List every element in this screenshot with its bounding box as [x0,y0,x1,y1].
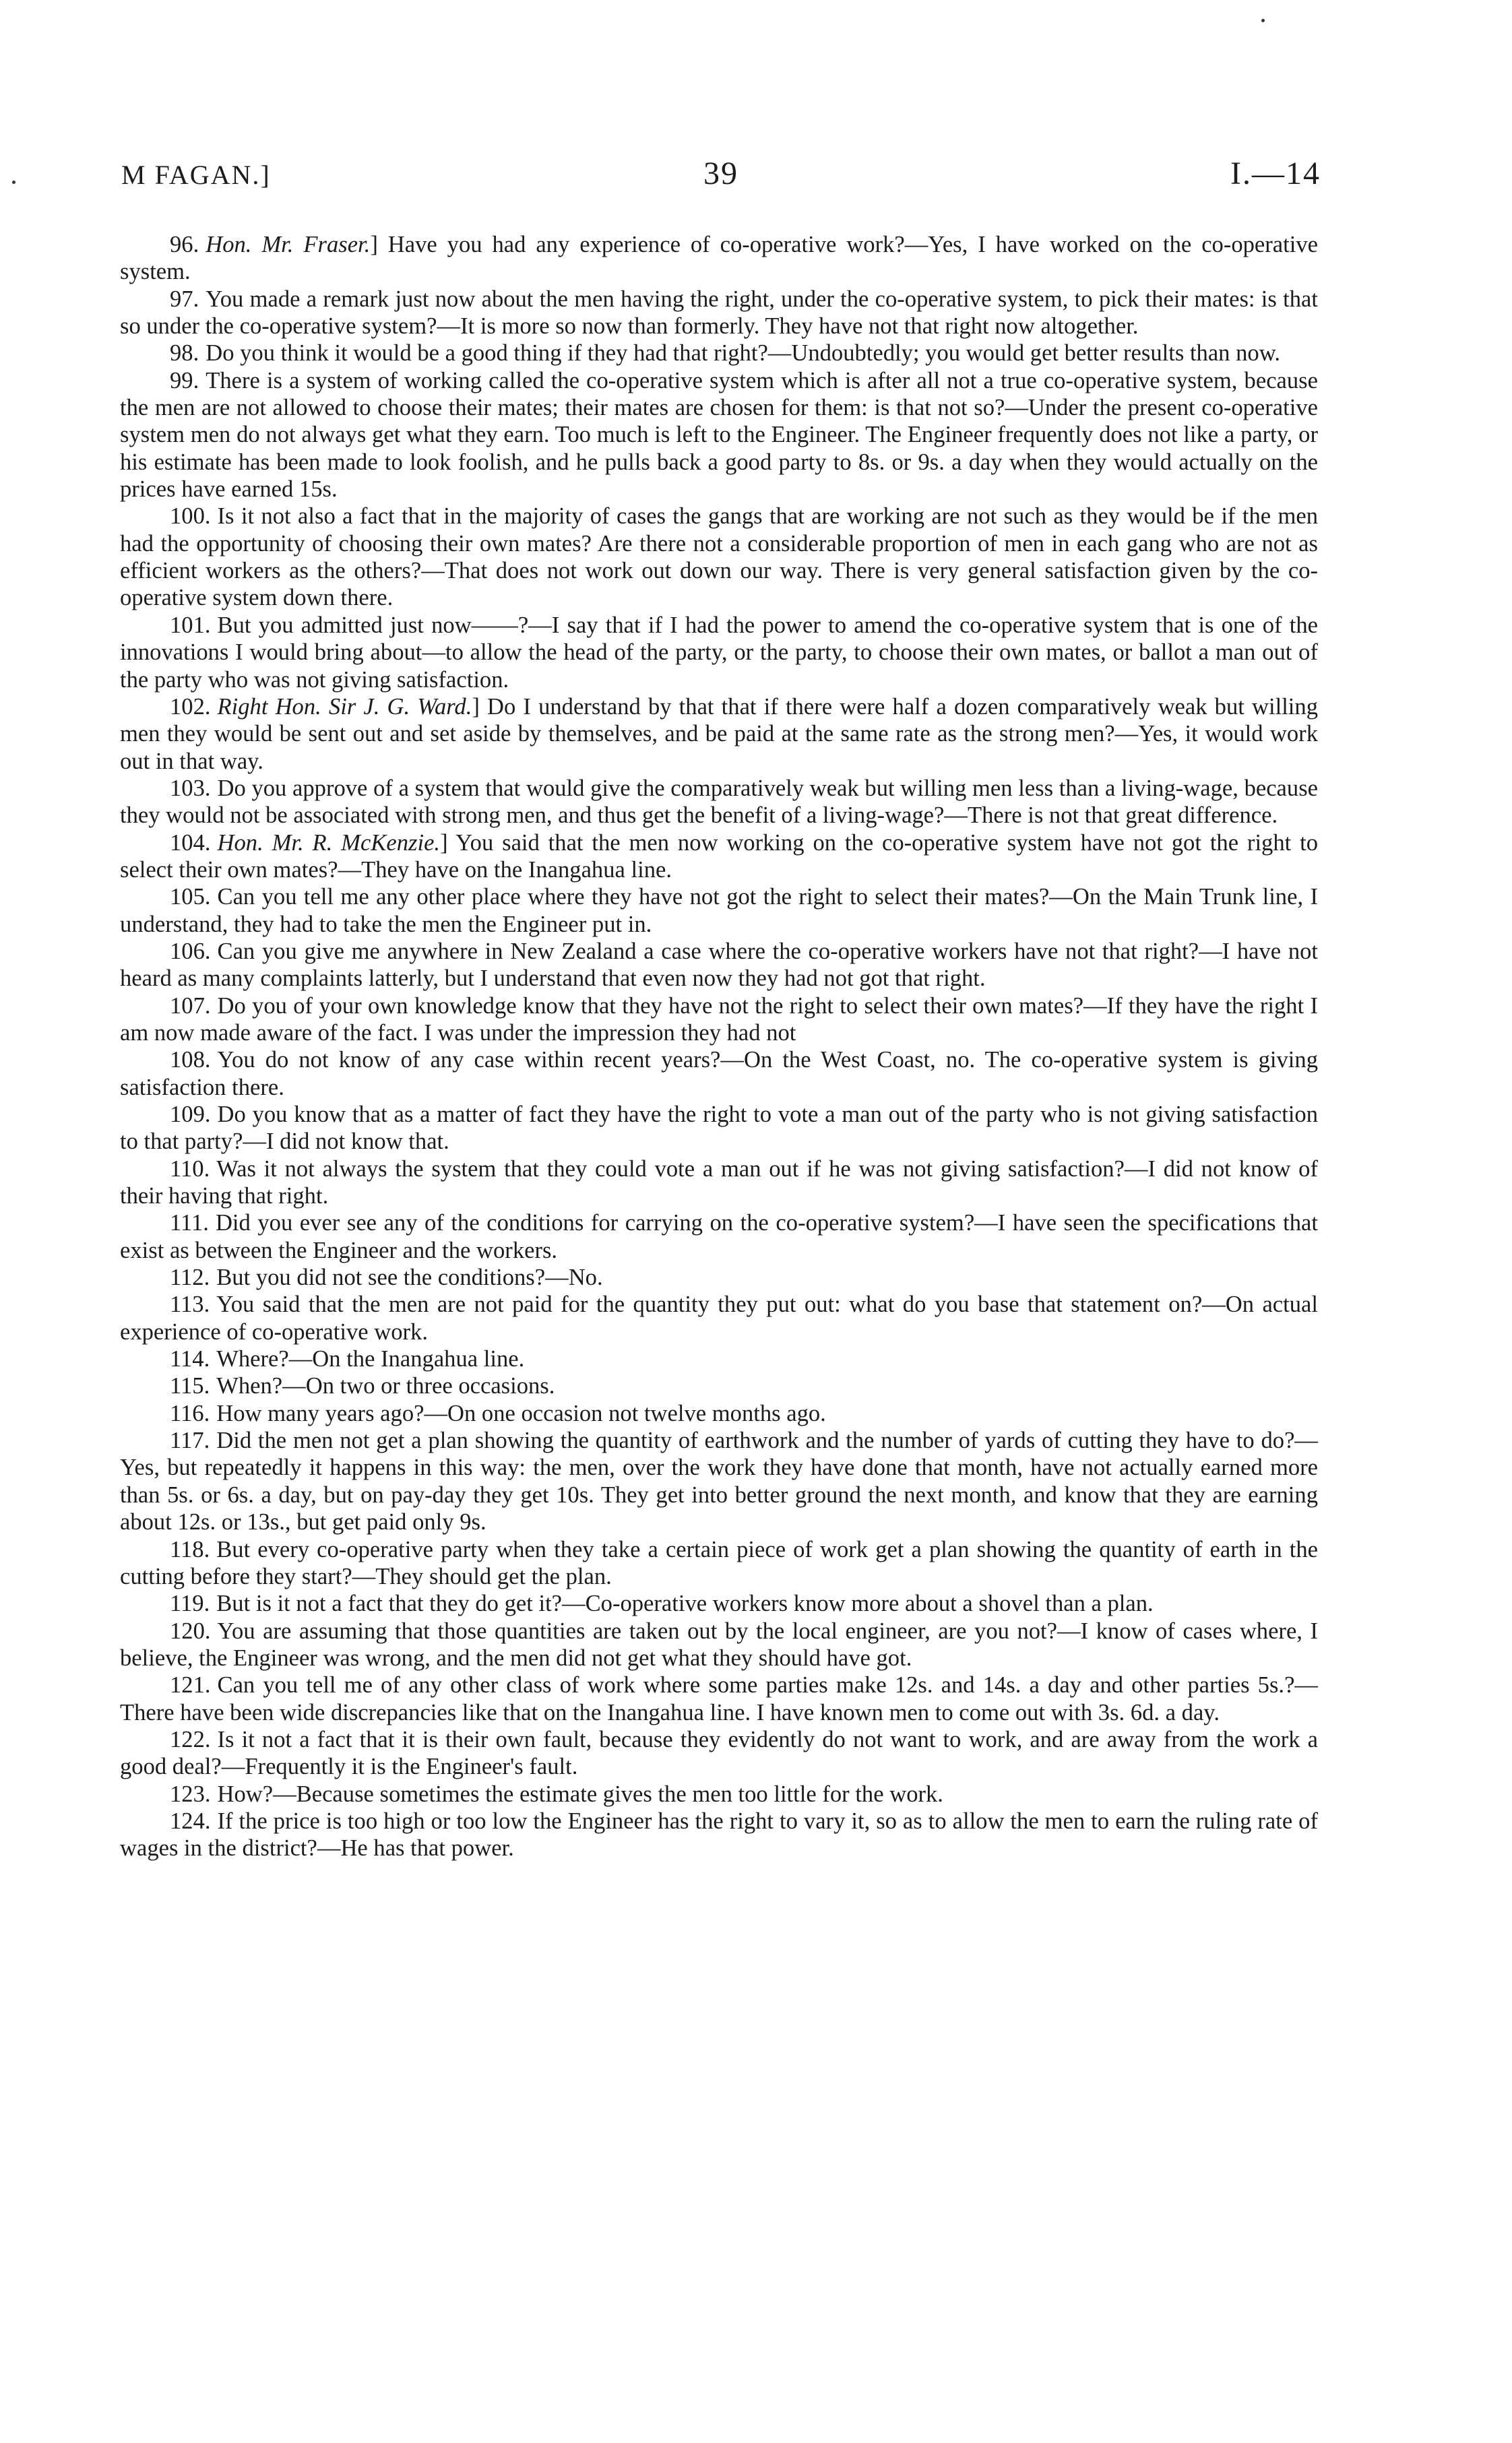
question-number: 118. [170,1536,210,1562]
question-text: You are assuming that those quantities are taken out by the local engineer, are you not?—I know of cases where, I believe, the Engineer was wrong, and the men did not get what they should have got. [120,1618,1318,1671]
question-text: Can you give me anywhere in New Zealand a case where the co-operative workers have not that right?—I have not heard as many complaints latterly, but I understand that even now they had not got that right. [120,938,1318,992]
question-number: 97. [170,286,199,312]
question-122 [120,1726,1318,1781]
question-110 [120,1155,1318,1210]
question-number: 114. [170,1346,210,1372]
question-text: You said that the men are not paid for the quantity they put out: what do you base that statement on?—On actual experience of co-operative work. [120,1292,1318,1345]
question-text: But is it not a fact that they do get it?—Co-operative workers know more about a shovel than a plan. [216,1591,1154,1617]
question-number: 106. [170,938,211,964]
question-100 [120,503,1318,611]
question-number: 99. [170,367,199,393]
question-102 [120,693,1318,775]
question-text: Did you ever see any of the conditions for carrying on the co-operative system?—I have seen the specifications that exist as between the Engineer and the workers. [120,1210,1318,1263]
question-number: 119. [170,1591,210,1617]
question-121 [120,1672,1318,1726]
paper-reference: I.—14 [1230,156,1321,191]
question-text: ] You said that the men now working on the co-operative system have not got the right to select their own mates?—They have on the Inangahua line. [120,829,1318,883]
question-text: Do you of your own knowledge know that they have not the right to select their own mates?—If they have the right I am now made aware of the fact. I was under the impression they had not [120,992,1318,1046]
question-text: How?—Because sometimes the estimate gives the men too little for the work. [217,1781,943,1807]
speaker-name: Hon. Mr. Fraser. [206,232,371,257]
question-number: 107. [170,992,211,1019]
evidence-text [120,231,1318,1862]
question-text: But every co-operative party when they take a certain piece of work get a plan showing the quantity of earth in the cutting before they start?—They should get the plan. [120,1536,1318,1589]
question-text: Did the men not get a plan showing the quantity of earthwork and the number of yards of cutting they have to do?—Yes, but repeatedly it happens in this way: the men, over the work they have done that month, have not actually earned more than 5s. or 6s. a day, but on pay-day they get 10s. They get into better ground the next month, and know that they are earning about 12s. or 13s., but get paid only 9s. [120,1428,1318,1535]
witness-name: M FAGAN.] [121,160,271,190]
question-109 [120,1101,1318,1155]
question-103 [120,775,1318,829]
question-text: Is it not a fact that it is their own fault, because they evidently do not want to work, and are away from the work a good deal?—Frequently it is the Engineer's fault. [120,1726,1318,1780]
question-text: There is a system of working called the co-operative system which is after all not a true co-operative system, because the men are not allowed to choose their mates; their mates are chosen for them: is that not so?—Under the present co-operative system men do not always get what they earn. Too much is left to the Engineer. The Engineer frequently does not like a party, or his estimate has been made to look foolish, and he pulls back a good party to 8s. or 9s. a day when they would actually on the prices have earned 15s. [120,367,1318,503]
question-120 [120,1618,1318,1672]
scan-speck [1261,19,1265,22]
question-text: If the price is too high or too low the Engineer has the right to vary it, so as to allow the men to earn the ruling rate of wages in the district?—He has that power. [120,1808,1318,1862]
question-text: Do you approve of a system that would give the comparatively weak but willing men less than a living-wage, because they would not be associated with strong men, and thus get the benefit of a living-wage?—There is not that great difference. [120,775,1318,829]
question-number: 111. [170,1210,209,1236]
question-text: But you did not see the conditions?—No. [216,1265,603,1291]
question-number: 117. [170,1428,210,1454]
question-number: 123. [170,1781,211,1807]
question-text: Do you think it would be a good thing if they had that right?—Undoubtedly; you would get better results than now. [206,340,1281,367]
question-text: Can you tell me any other place where they have not got the right to select their mates?—On the Main Trunk line, I understand, they had to take the men the Engineer put in. [120,884,1318,937]
question-112 [120,1264,1318,1291]
question-124 [120,1808,1318,1862]
question-text: Is it not also a fact that in the majority of cases the gangs that are working are not such as they would be if the men had the opportunity of choosing their own mates? Are there not a considerable proportion of men in each gang who are not as efficient workers as the others?—That does not work out down our way. There is very general satisfaction given by the co-operative system down there. [120,503,1318,611]
question-number: 100. [170,503,211,530]
question-text: ] Do I understand by that that if there were half a dozen comparatively weak but willing men they would be sent out and set aside by themselves, and be paid at the same rate as the strong men?—Yes, it would work out in that way. [120,693,1318,774]
question-number: 108. [170,1047,211,1073]
question-117 [120,1427,1318,1535]
question-118 [120,1536,1318,1591]
page-header [121,156,1321,199]
question-123 [120,1781,1318,1808]
question-text: Do you know that as a matter of fact they have the right to vote a man out of the party who is not giving satisfaction to that party?—I did not know that. [120,1102,1318,1155]
question-106 [120,938,1318,992]
question-96 [120,231,1318,286]
question-number: 122. [170,1726,211,1752]
question-number: 112. [170,1265,210,1291]
question-97 [120,286,1318,340]
question-text: You made a remark just now about the men having the right, under the co-operative system, to pick their mates: is that so under the co-operative system?—It is more so now than formerly. They have not that right now altogether. [120,286,1318,340]
question-number: 104. [170,829,211,856]
question-number: 96. [170,232,199,257]
question-number: 120. [170,1618,211,1644]
question-111 [120,1209,1318,1264]
question-text: Can you tell me of any other class of work where some parties make 12s. and 14s. a day and other parties 5s.?—There have been wide discrepancies like that on the Inangahua line. I have known men to come out with 3s. 6d. a day. [120,1672,1318,1725]
question-number: 101. [170,612,211,638]
scan-speck [12,181,15,184]
question-105 [120,883,1318,938]
question-number: 116. [170,1400,210,1426]
question-text: But you admitted just now——?—I say that if I had the power to amend the co-operative system that is one of the innovations I would bring about—to allow the head of the party, or the party, to choose their own mates, or ballot a man out of the party who was not giving satisfaction. [120,612,1318,693]
question-101 [120,612,1318,693]
question-115 [120,1372,1318,1399]
question-number: 124. [170,1808,211,1834]
question-116 [120,1400,1318,1427]
question-119 [120,1590,1318,1617]
question-number: 103. [170,775,211,801]
question-number: 102. [170,693,211,720]
question-number: 113. [170,1292,210,1318]
question-text: You do not know of any case within recent years?—On the West Coast, no. The co-operative system is giving satisfaction there. [120,1047,1318,1100]
question-text: How many years ago?—On one occasion not twelve months ago. [216,1400,826,1426]
question-114 [120,1345,1318,1372]
question-number: 109. [170,1102,211,1127]
question-98 [120,340,1318,367]
question-number: 105. [170,884,211,910]
question-104 [120,829,1318,884]
question-108 [120,1046,1318,1101]
question-text: Was it not always the system that they could vote a man out if he was not giving satisfaction?—I did not know of their having that right. [120,1155,1318,1209]
speaker-name: Hon. Mr. R. McKenzie. [217,829,441,856]
speaker-name: Right Hon. Sir J. G. Ward. [217,693,472,720]
question-99 [120,367,1318,503]
page-number: 39 [703,156,738,191]
question-number: 98. [170,340,199,367]
question-number: 115. [170,1373,210,1399]
question-text: ] Have you had any experience of co-operative work?—Yes, I have worked on the co-operative system. [120,232,1318,285]
question-text: Where?—On the Inangahua line. [216,1346,525,1372]
question-107 [120,992,1318,1047]
question-113 [120,1291,1318,1345]
question-text: When?—On two or three occasions. [216,1373,555,1399]
question-number: 110. [170,1155,210,1182]
question-number: 121. [170,1672,211,1699]
